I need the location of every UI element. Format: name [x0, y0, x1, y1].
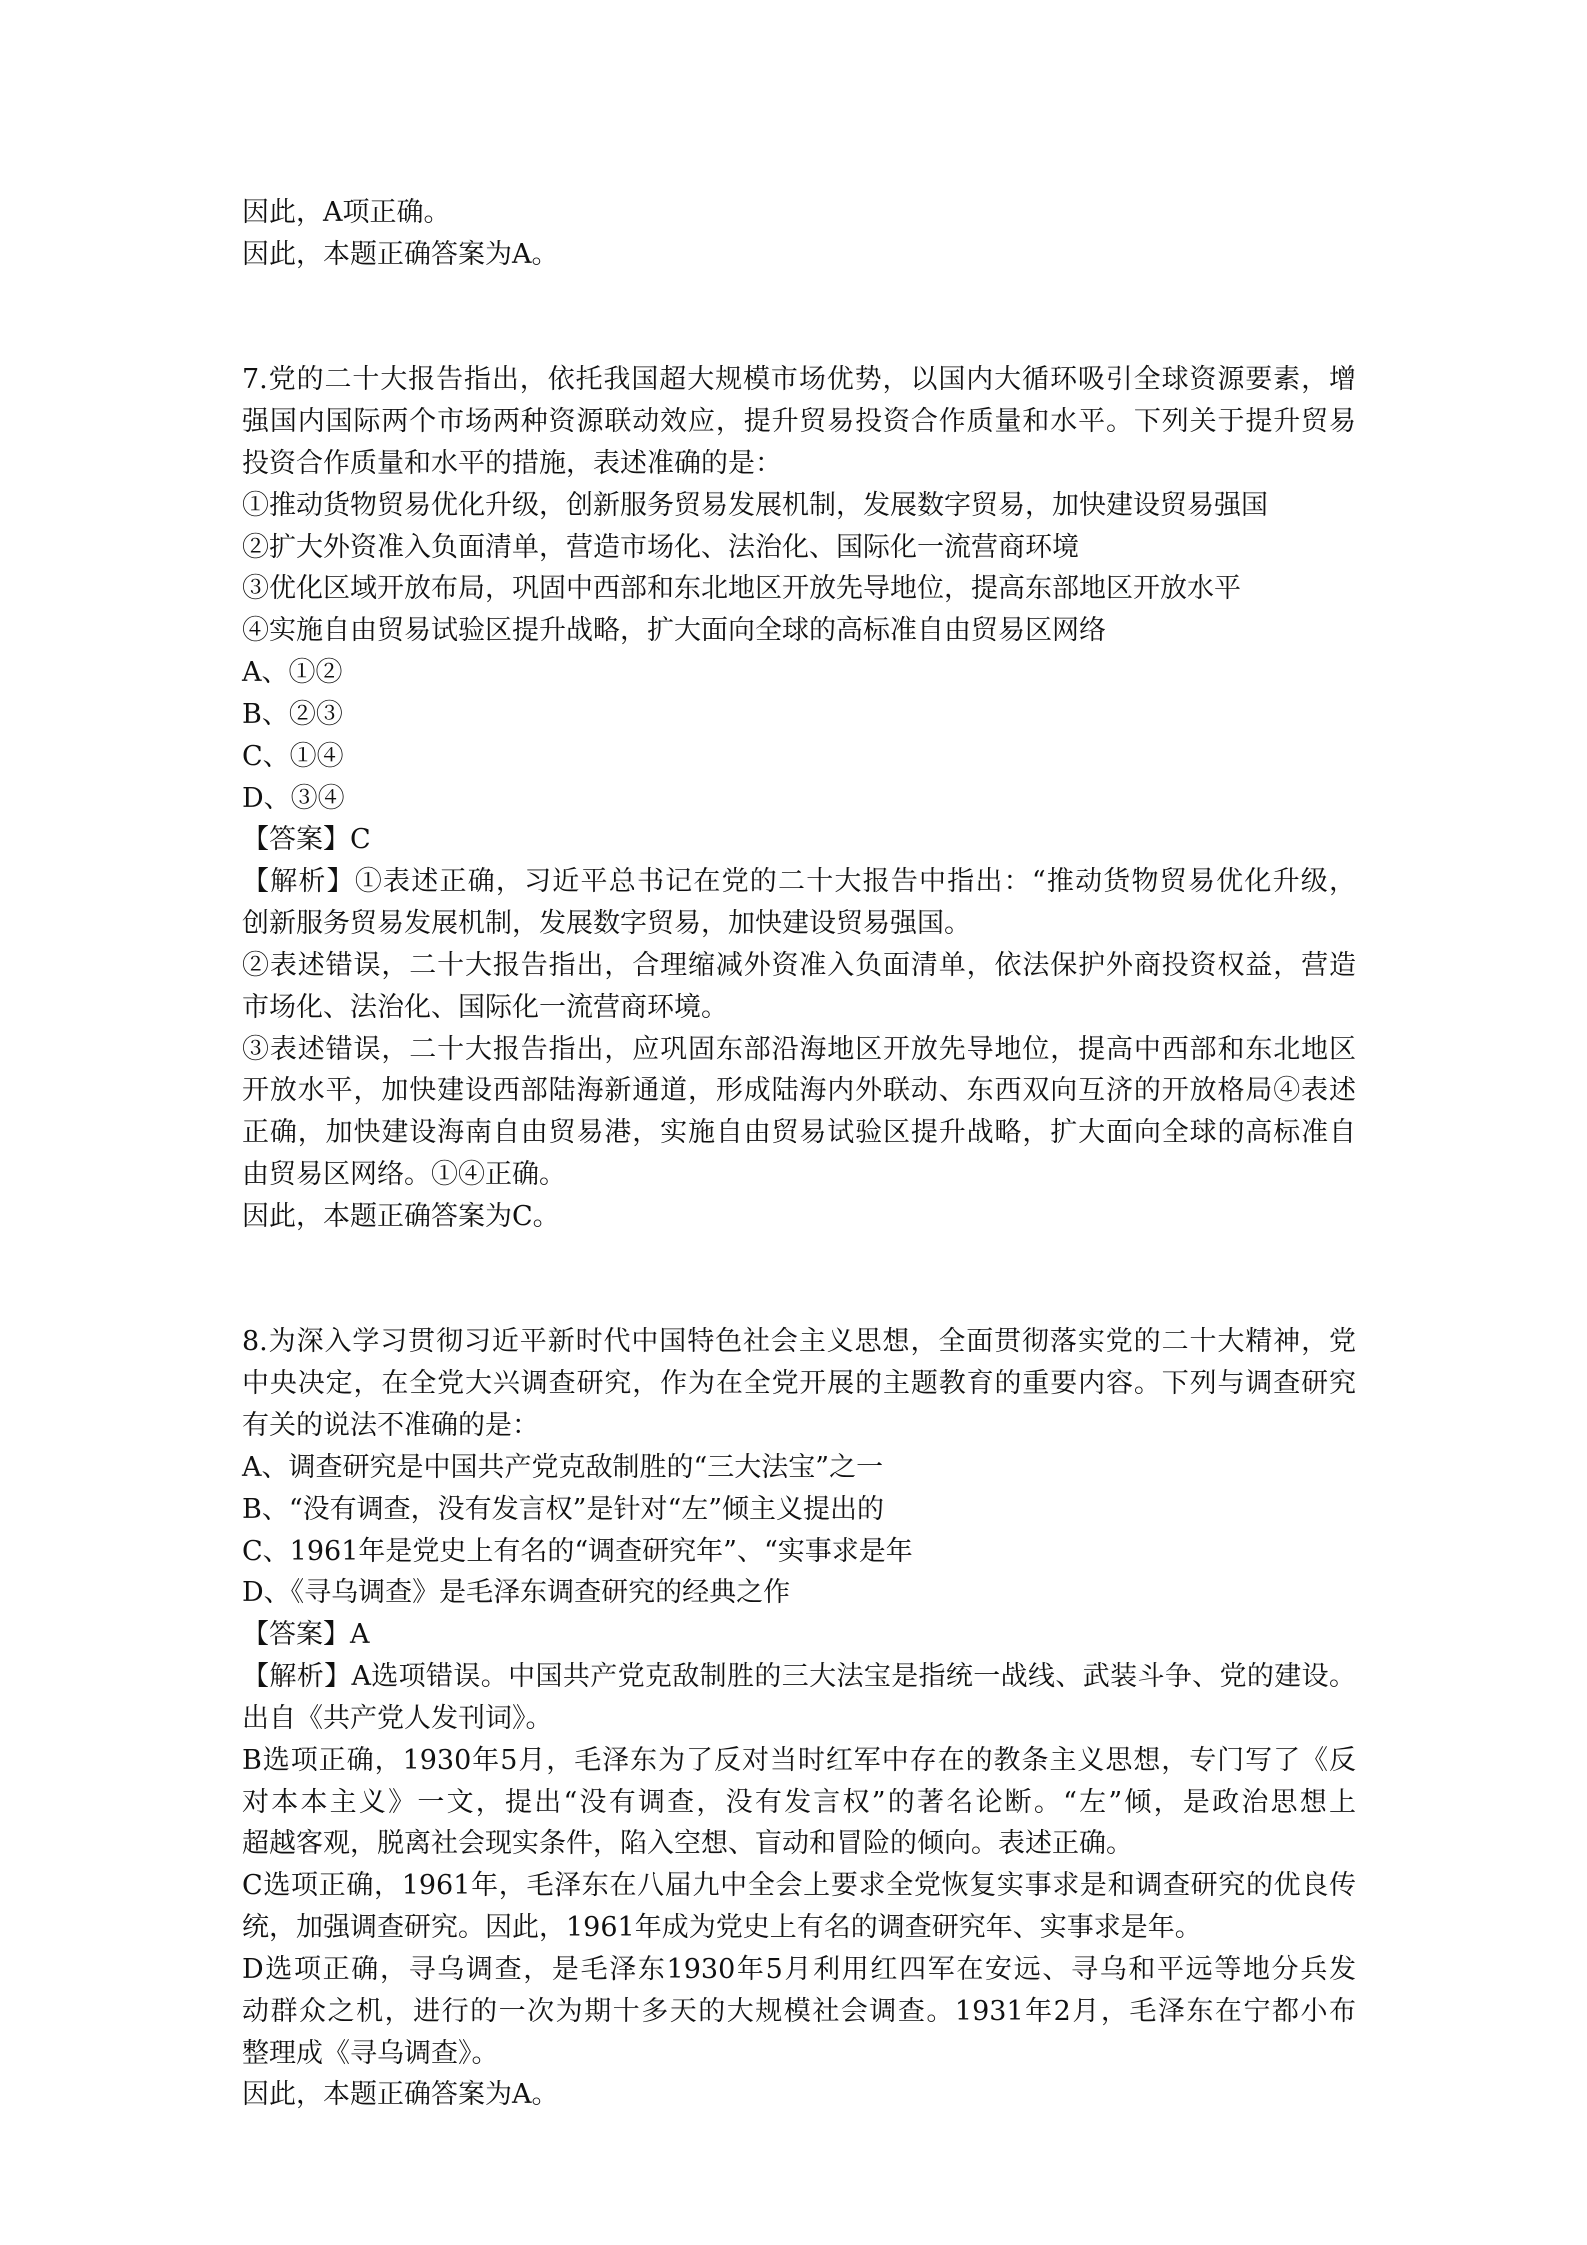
text-line: C、①④: [242, 740, 344, 772]
text-line: 有关的说法不准确的是：: [242, 1410, 539, 1442]
text-line: 动群众之机，进行的一次为期十多天的大规模社会调查。1931年2月，毛泽东在宁都小布: [242, 1995, 1356, 2027]
paragraph-gap: [242, 1238, 1356, 1322]
text-line: C、1961年是党史上有名的“调查研究年”、“实事求是年: [242, 1535, 913, 1567]
text-line: 统，加强调查研究。因此，1961年成为党史上有名的调查研究年、实事求是年。: [242, 1912, 1202, 1944]
text-line: 投资合作质量和水平的措施，表述准确的是：: [242, 448, 782, 479]
text-line: 因此，本题正确答案为A。: [242, 2079, 559, 2111]
text-line: D选项正确，寻乌调查，是毛泽东1930年5月利用红四军在安远、寻乌和平远等地分兵发: [242, 1953, 1356, 1985]
text-line: ①推动货物贸易优化升级，创新服务贸易发展机制，发展数字贸易，加快建设贸易强国: [242, 489, 1268, 521]
text-line: 对本本主义》一文，提出“没有调查，没有发言权”的著名论断。“左”倾，是政治思想上: [242, 1786, 1356, 1818]
text-line: 因此，本题正确答案为C。: [242, 1200, 560, 1232]
text-line: 创新服务贸易发展机制，发展数字贸易，加快建设贸易强国。: [242, 908, 971, 940]
text-line: 中央决定，在全党大兴调查研究，作为在全党开展的主题教育的重要内容。下列与调查研究: [242, 1368, 1356, 1400]
text-line: 由贸易区网络。①④正确。: [242, 1159, 566, 1191]
text-line: 开放水平，加快建设西部陆海新通道，形成陆海内外联动、东西双向互济的开放格局④表述: [242, 1075, 1356, 1107]
text-line: 【解析】A选项错误。中国共产党克敌制胜的三大法宝是指统一战线、武装斗争、党的建设。: [242, 1661, 1356, 1693]
previous-answer-tail: [242, 192, 1356, 276]
text-line: 整理成《寻乌调查》。: [242, 2037, 499, 2069]
text-line: ③表述错误，二十大报告指出，应巩固东部沿海地区开放先导地位，提高中西部和东北地区: [242, 1033, 1356, 1065]
text-line: 出自《共产党人发刊词》。: [242, 1702, 553, 1734]
text-line: ②扩大外资准入负面清单，营造市场化、法治化、国际化一流营商环境: [242, 531, 1079, 563]
text-line: A、调查研究是中国共产党克敌制胜的“三大法宝”之一: [242, 1451, 884, 1483]
text-line: D、③④: [242, 782, 345, 814]
text-line: B、“没有调查，没有发言权”是针对“左”倾主义提出的: [242, 1493, 885, 1525]
question-block-7: [242, 359, 1356, 1237]
question-block-8: [242, 1321, 1356, 2116]
text-line: ④实施自由贸易试验区提升战略，扩大面向全球的高标准自由贸易区网络: [242, 615, 1106, 647]
text-line: 市场化、法治化、国际化一流营商环境。: [242, 991, 728, 1023]
text-line: B、②③: [242, 698, 343, 730]
text-line: D、《寻乌调查》是毛泽东调查研究的经典之作: [242, 1577, 791, 1609]
text-line: 7.党的二十大报告指出，依托我国超大规模市场优势，以国内大循环吸引全球资源要素，增: [242, 364, 1356, 396]
text-line: 因此，本题正确答案为A。: [242, 238, 559, 270]
text-line: 【解析】①表述正确，习近平总书记在党的二十大报告中指出：“推动货物贸易优化升级，: [242, 866, 1356, 898]
text-line: 【答案】C: [242, 824, 371, 856]
text-line: 正确，加快建设海南自由贸易港，实施自由贸易试验区提升战略，扩大面向全球的高标准自: [242, 1117, 1356, 1149]
text-line: 超越客观，脱离社会现实条件，陷入空想、盲动和冒险的倾向。表述正确。: [242, 1828, 1133, 1860]
text-line: ③优化区域开放布局，巩固中西部和东北地区开放先导地位，提高东部地区开放水平: [242, 573, 1241, 605]
text-line: 因此，A项正确。: [242, 197, 451, 228]
text-line: 8.为深入学习贯彻习近平新时代中国特色社会主义思想，全面贯彻落实党的二十大精神，党: [242, 1326, 1356, 1358]
paragraph-gap: [242, 276, 1356, 360]
text-line: 【答案】A: [242, 1619, 370, 1651]
document-body: [242, 192, 1356, 2116]
text-line: A、①②: [242, 657, 343, 689]
text-line: ②表述错误，二十大报告指出，合理缩减外资准入负面清单，依法保护外商投资权益，营造: [242, 949, 1356, 981]
text-line: C选项正确，1961年，毛泽东在八届九中全会上要求全党恢复实事求是和调查研究的优良传: [242, 1870, 1356, 1902]
text-line: 强国内国际两个市场两种资源联动效应，提升贸易投资合作质量和水平。下列关于提升贸易: [242, 406, 1356, 438]
text-line: B选项正确，1930年5月，毛泽东为了反对当时红军中存在的教条主义思想，专门写了《反: [242, 1744, 1356, 1776]
